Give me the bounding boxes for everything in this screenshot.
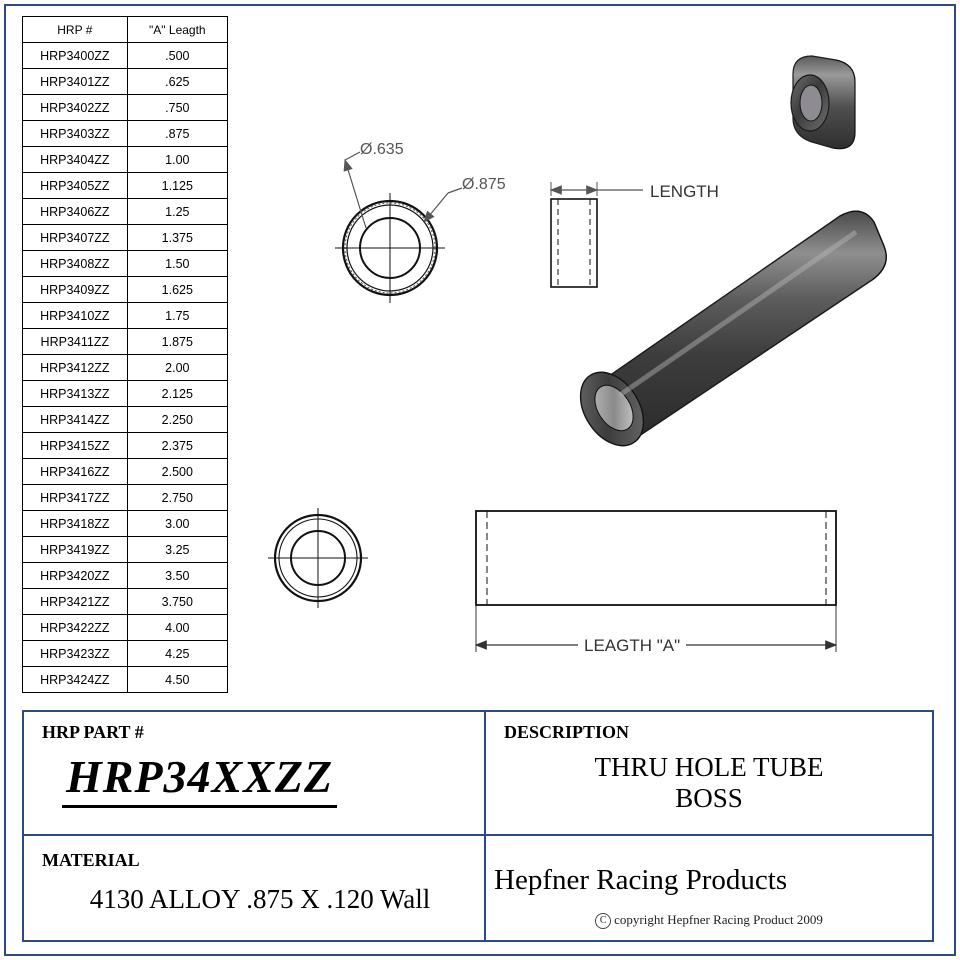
cell-length: 1.625 — [127, 277, 227, 303]
part-number-label: HRP PART # — [42, 722, 144, 742]
copyright-notice — [494, 912, 924, 929]
material-label: MATERIAL — [42, 850, 140, 870]
short-boss-isometric — [791, 56, 855, 149]
cell-length: 4.50 — [127, 667, 227, 693]
cell-length: 3.00 — [127, 511, 227, 537]
cell-length: 2.500 — [127, 459, 227, 485]
cell-length: 2.250 — [127, 407, 227, 433]
cell-length: .500 — [127, 43, 227, 69]
cell-part-number: HRP3401ZZ — [23, 69, 128, 95]
dim-length-label: LENGTH — [650, 182, 719, 201]
cell-length: 1.00 — [127, 147, 227, 173]
cell-part-number: HRP3412ZZ — [23, 355, 128, 381]
side-view-length-a — [476, 511, 836, 652]
cell-part-number: HRP3418ZZ — [23, 511, 128, 537]
cell-part-number: HRP3406ZZ — [23, 199, 128, 225]
cell-part-number: HRP3411ZZ — [23, 329, 128, 355]
cell-length: 1.375 — [127, 225, 227, 251]
column-header-part: HRP # — [23, 17, 128, 43]
copyright-icon: C — [595, 913, 611, 929]
cell-part-number: HRP3404ZZ — [23, 147, 128, 173]
description-label: DESCRIPTION — [504, 722, 630, 742]
part-number-value: HRP34XXZZ — [62, 750, 337, 808]
description-line-1: THRU HOLE TUBE — [594, 752, 824, 782]
cell-part-number: HRP3424ZZ — [23, 667, 128, 693]
cell-length: 3.750 — [127, 589, 227, 615]
cell-part-number: HRP3423ZZ — [23, 641, 128, 667]
cell-length: 1.875 — [127, 329, 227, 355]
cell-part-number: HRP3408ZZ — [23, 251, 128, 277]
cell-part-number: HRP3409ZZ — [23, 277, 128, 303]
cell-length: 4.25 — [127, 641, 227, 667]
column-header-length: "A" Leagth — [127, 17, 227, 43]
cell-length: .750 — [127, 95, 227, 121]
end-view-circle-dimensioned — [335, 152, 462, 303]
cell-part-number: HRP3405ZZ — [23, 173, 128, 199]
cell-length: 2.125 — [127, 381, 227, 407]
short-tube-side-view — [551, 182, 643, 287]
company-name: Hepfner Racing Products — [494, 864, 788, 896]
title-block-vertical-divider — [484, 710, 486, 942]
cell-length: 1.75 — [127, 303, 227, 329]
cell-part-number: HRP3400ZZ — [23, 43, 128, 69]
cell-part-number: HRP3410ZZ — [23, 303, 128, 329]
cell-length: 2.750 — [127, 485, 227, 511]
long-tube-isometric — [568, 211, 887, 457]
cell-length: 2.00 — [127, 355, 227, 381]
description-value — [494, 752, 924, 814]
cell-part-number: HRP3420ZZ — [23, 563, 128, 589]
cell-length: 3.50 — [127, 563, 227, 589]
cell-part-number: HRP3413ZZ — [23, 381, 128, 407]
cell-length: 1.125 — [127, 173, 227, 199]
cell-part-number: HRP3402ZZ — [23, 95, 128, 121]
dim-bore-label: Ø.635 — [360, 141, 404, 158]
copyright-text: copyright Hepfner Racing Product 2009 — [614, 912, 823, 927]
description-line-2: BOSS — [675, 783, 743, 814]
cell-part-number: HRP3415ZZ — [23, 433, 128, 459]
dim-length-a-label: LEAGTH "A" — [578, 636, 686, 656]
cell-part-number: HRP3421ZZ — [23, 589, 128, 615]
cell-length: 2.375 — [127, 433, 227, 459]
cell-part-number: HRP3414ZZ — [23, 407, 128, 433]
cell-part-number: HRP3419ZZ — [23, 537, 128, 563]
end-view-circle-plain — [268, 508, 368, 608]
cell-length: .625 — [127, 69, 227, 95]
cell-part-number: HRP3416ZZ — [23, 459, 128, 485]
dim-outer-label: Ø.875 — [462, 176, 506, 193]
cell-part-number: HRP3407ZZ — [23, 225, 128, 251]
cell-length: 1.50 — [127, 251, 227, 277]
title-block-horizontal-divider — [22, 834, 934, 836]
cell-length: 1.25 — [127, 199, 227, 225]
cell-length: .875 — [127, 121, 227, 147]
cell-part-number: HRP3417ZZ — [23, 485, 128, 511]
cell-part-number: HRP3422ZZ — [23, 615, 128, 641]
cell-length: 3.25 — [127, 537, 227, 563]
cell-part-number: HRP3403ZZ — [23, 121, 128, 147]
material-value: 4130 ALLOY .875 X .120 Wall — [89, 884, 431, 914]
cell-length: 4.00 — [127, 615, 227, 641]
